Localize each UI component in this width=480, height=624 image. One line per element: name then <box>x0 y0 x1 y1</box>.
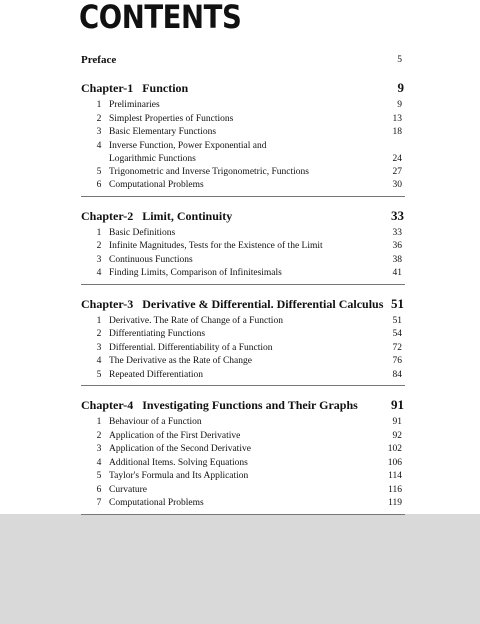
entry-page: 33 <box>392 227 402 238</box>
entry-number: 2 <box>96 329 102 339</box>
entry-page: 76 <box>392 356 402 366</box>
toc-entry <box>81 443 405 457</box>
entry-page: 54 <box>392 329 402 339</box>
chapter-heading <box>81 77 405 99</box>
entry-title: Differential. Differentiability of a Function <box>109 342 273 353</box>
entry-title: The Derivative as the Rate of Change <box>109 356 252 366</box>
toc-entry <box>81 457 405 471</box>
toc-entry <box>81 430 405 444</box>
entry-page: 91 <box>392 417 402 427</box>
chapter-title: Chapter-2 Limit, Continuity <box>81 208 233 223</box>
entry-page: 116 <box>388 484 402 495</box>
chapter-page: 9 <box>397 80 404 95</box>
chapter-title: Chapter-1 Function <box>81 81 189 95</box>
entry-number: 1 <box>96 417 102 427</box>
entry-page: 72 <box>392 342 402 353</box>
toc-entry <box>81 227 405 241</box>
chapter-page: 51 <box>391 295 404 311</box>
entry-page: 106 <box>387 457 402 468</box>
entry-page: 92 <box>392 430 402 441</box>
entry-number: 2 <box>96 113 102 124</box>
entry-title-line1: Inverse Function, Power Exponential and <box>109 140 267 151</box>
entry-number: 3 <box>96 342 102 353</box>
entry-title: Continuous Functions <box>109 254 193 265</box>
toc-entry <box>81 113 405 127</box>
chapter-heading <box>81 205 405 227</box>
chapter-list <box>81 77 405 515</box>
entry-number: 6 <box>96 484 102 495</box>
page-title: CONTENTS <box>79 0 242 36</box>
entry-page: 13 <box>392 113 402 124</box>
table-of-contents <box>81 51 405 515</box>
entry-title: Computational Problems <box>109 498 204 508</box>
entry-title: Application of the Second Derivative <box>109 444 251 454</box>
entry-number: 1 <box>96 100 102 110</box>
entry-page: 27 <box>392 166 402 177</box>
entry-title: Derivative. The Rate of Change of a Function <box>109 315 283 326</box>
entry-page: 102 <box>387 444 402 454</box>
chapter-page: 91 <box>391 397 404 412</box>
entry-title: Repeated Differentiation <box>109 369 203 380</box>
entry-title: Preliminaries <box>109 100 160 110</box>
toc-preface <box>81 51 405 69</box>
toc-entry <box>81 497 405 511</box>
entry-title-line2: Logarithmic Functions <box>109 154 196 164</box>
preface-label: Preface <box>81 54 117 66</box>
entry-title: Behaviour of a Function <box>109 417 202 427</box>
entry-page: 18 <box>392 127 402 137</box>
entry-number: 6 <box>96 180 102 190</box>
entry-title: Basic Definitions <box>109 227 176 238</box>
toc-entry <box>81 470 405 484</box>
entry-page: 114 <box>388 471 402 481</box>
entry-title: Simplest Properties of Functions <box>109 113 234 124</box>
entry-title <box>109 140 267 167</box>
section-divider <box>81 284 405 285</box>
toc-entry <box>81 355 405 369</box>
chapter-page: 33 <box>391 207 404 223</box>
entry-number: 3 <box>96 444 102 454</box>
chapter-title: Chapter-4 Investigating Functions and Their Graphs <box>81 398 358 412</box>
entry-title: Infinite Magnitudes, Tests for the Existence of the Limit <box>109 241 323 251</box>
entry-title: Curvature <box>109 484 147 495</box>
toc-entry <box>81 416 405 430</box>
entry-number: 3 <box>96 127 102 137</box>
entry-page: 9 <box>397 100 402 110</box>
entry-page: 36 <box>392 241 402 251</box>
toc-entry <box>81 342 405 356</box>
toc-entry <box>81 140 405 166</box>
section-divider <box>81 514 405 515</box>
toc-entry <box>81 484 405 498</box>
entry-number: 4 <box>96 356 102 366</box>
toc-entry <box>81 254 405 268</box>
entry-title: Trigonometric and Inverse Trigonometric, Functions <box>109 166 309 177</box>
toc-entry <box>81 99 405 113</box>
entry-number: 3 <box>96 254 102 265</box>
entry-title: Computational Problems <box>109 180 204 190</box>
entry-number: 5 <box>96 471 102 481</box>
entry-page: 24 <box>392 154 402 164</box>
toc-entry <box>81 166 405 180</box>
entry-page: 41 <box>392 268 402 278</box>
section-divider <box>81 385 405 386</box>
entry-page: 38 <box>392 254 402 265</box>
entry-title: Application of the First Derivative <box>109 430 241 441</box>
entry-number: 2 <box>96 241 102 251</box>
entry-number: 5 <box>96 166 102 177</box>
toc-entry <box>81 240 405 254</box>
entry-number: 4 <box>96 457 102 468</box>
entry-number: 1 <box>96 315 102 326</box>
entry-title: Taylor's Formula and Its Application <box>109 471 249 481</box>
entry-title: Basic Elementary Functions <box>109 127 217 137</box>
toc-entry <box>81 315 405 329</box>
entry-number: 5 <box>96 369 102 380</box>
entry-number: 1 <box>96 227 102 238</box>
toc-entry <box>81 179 405 193</box>
chapter-heading <box>81 394 405 416</box>
entry-number: 2 <box>96 430 102 441</box>
chapter-heading <box>81 293 405 315</box>
toc-entry <box>81 126 405 140</box>
toc-entry <box>81 328 405 342</box>
entry-number: 4 <box>96 140 102 151</box>
entry-title: Finding Limits, Comparison of Infinitesimals <box>109 268 282 278</box>
entry-title: Additional Items. Solving Equations <box>109 457 248 468</box>
preface-page: 5 <box>397 55 402 65</box>
entry-number: 7 <box>96 498 102 508</box>
entry-page: 51 <box>392 315 402 326</box>
chapter-title: Chapter-3 Derivative & Differential. Differential Calculus <box>81 296 384 311</box>
toc-entry <box>81 369 405 383</box>
section-divider <box>81 196 405 197</box>
entry-page: 84 <box>392 369 402 380</box>
entry-number: 4 <box>96 268 102 278</box>
entry-title: Differentiating Functions <box>109 329 206 339</box>
entry-page: 119 <box>388 498 402 508</box>
entry-page: 30 <box>392 180 402 190</box>
toc-entry <box>81 267 405 281</box>
